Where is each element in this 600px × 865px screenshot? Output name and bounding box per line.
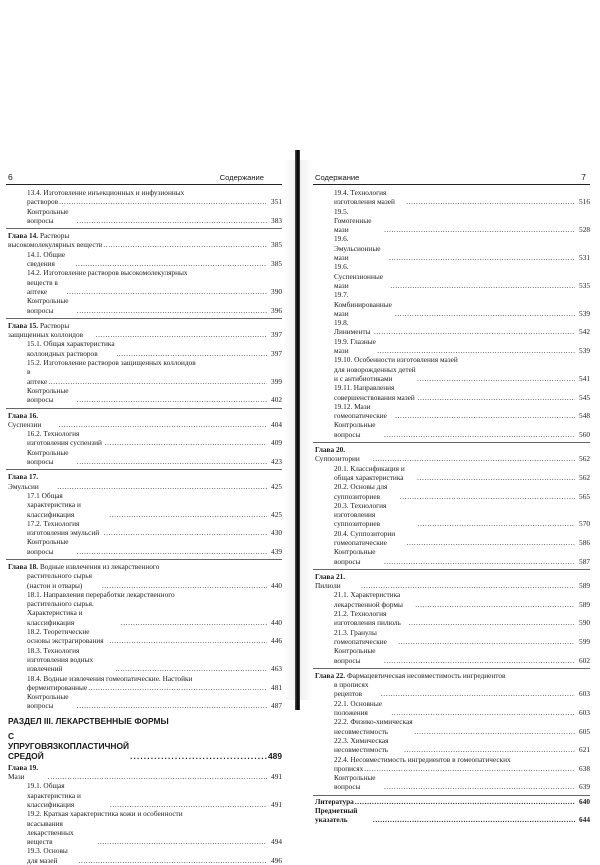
chapter-title: Фармацевтическая несовместимость ингредиентов xyxy=(346,670,506,680)
chapter-label: Глава 17. xyxy=(8,472,39,482)
toc-entry-text: 15.2. Изготовление растворов защищенных коллоидов xyxy=(27,358,196,368)
toc-page-number: 440 xyxy=(271,617,282,627)
toc-entry-cont xyxy=(6,819,282,847)
toc-page-number: 351 xyxy=(271,197,282,207)
toc-entry-cont xyxy=(6,537,282,556)
toc-entry-chapter xyxy=(313,445,590,464)
dot-leader xyxy=(398,637,575,646)
toc-entry-text: 22.4. Несовместимость ингредиентов в гомеопатических xyxy=(334,754,511,764)
toc-entry-text: 19.6. Эмульсионные мази xyxy=(334,234,381,263)
chapter-title: Растворы высокомолекулярных веществ xyxy=(8,231,103,250)
chapter-label: Глава 18. xyxy=(8,561,39,571)
toc-entry-text: 17.1 Общая характеристика и классификация xyxy=(27,490,81,519)
toc-entry-cont xyxy=(313,420,590,439)
toc-page-number: 542 xyxy=(579,327,590,337)
toc-entry-text: 14.2. Изготовление растворов высокомолекулярных xyxy=(27,268,188,278)
toc-entry-text: 15.1. Общая характеристика коллоидных растворов xyxy=(27,339,115,358)
chapter-label: Глава 21. xyxy=(315,571,346,581)
toc-entry-sub xyxy=(313,318,590,337)
toc-entry-cont xyxy=(6,692,282,711)
toc-entry-text: 22.3. Химическая несовместимость xyxy=(334,735,389,755)
chapter-separator xyxy=(313,668,590,669)
toc-page-number: 516 xyxy=(579,197,590,207)
dot-leader xyxy=(409,618,575,627)
toc-entry-sub xyxy=(6,627,282,646)
dot-leader xyxy=(102,581,267,590)
chapter-title: Пилюли xyxy=(315,581,341,591)
toc-entry-text xyxy=(315,572,360,591)
toc-entry-sub xyxy=(6,809,282,818)
toc-entry-text xyxy=(8,763,47,782)
toc-entry-text: 19.8. Линименты xyxy=(334,318,371,337)
left-page-header-title: Содержание xyxy=(219,173,264,182)
left-page xyxy=(6,172,282,865)
chapter-label: Глава 22. xyxy=(315,670,346,680)
toc-page-number: 587 xyxy=(579,556,590,566)
left-toc xyxy=(6,188,282,865)
toc-entry-sub xyxy=(6,250,282,269)
toc-entry-text: веществ в аптеке xyxy=(27,277,58,296)
toc-entry-chapter xyxy=(313,671,590,680)
toc-page-number: 531 xyxy=(579,253,590,263)
dot-leader xyxy=(78,856,267,865)
toc-entry-chapter xyxy=(6,562,282,571)
toc-entry-text: 19.6. Суспензионные мази xyxy=(334,262,384,290)
toc-page-number: 440 xyxy=(271,580,282,590)
toc-entry-text: 14.1. Общие сведения xyxy=(27,249,66,269)
toc-entry-chapter xyxy=(313,572,590,591)
chapter-separator xyxy=(313,569,590,570)
toc-entry-text: 21.2. Технология изготовления пилюль xyxy=(334,609,401,628)
dot-leader xyxy=(59,420,267,429)
dot-leader xyxy=(406,197,575,206)
toc-page-number: 603 xyxy=(579,708,590,718)
toc-page-number: 463 xyxy=(271,664,282,674)
toc-entry-text: 18.3. Технология изготовления водных извлечений xyxy=(27,645,94,674)
dot-leader xyxy=(67,287,267,296)
right-toc xyxy=(313,188,590,825)
toc-page-number: 640 xyxy=(579,796,590,806)
toc-entry-cont xyxy=(6,683,282,692)
toc-entry-text: растительного сырья. Характеристика и классификация xyxy=(27,599,94,627)
dot-leader xyxy=(77,457,267,466)
toc-entry-sub xyxy=(6,358,282,367)
toc-entry-sub xyxy=(313,290,590,318)
chapter-title: Эмульсии xyxy=(8,481,39,491)
toc-entry-text: 17.2. Технология изготовления эмульсий xyxy=(27,518,100,538)
toc-page-number: 390 xyxy=(271,286,282,296)
toc-entry-sub xyxy=(313,355,590,364)
toc-entry-sub xyxy=(313,207,590,235)
chapter-separator xyxy=(313,442,590,443)
toc-entry-text: 20.3. Технология изготовления суппозиториев xyxy=(334,500,387,529)
dot-leader xyxy=(59,197,267,206)
toc-entry-sub xyxy=(6,846,282,865)
dot-leader xyxy=(57,482,267,491)
toc-entry-text xyxy=(8,321,95,340)
dot-leader xyxy=(96,330,267,339)
toc-entry-text: 22.1. Основные положения xyxy=(334,698,382,718)
toc-page-number: 639 xyxy=(579,782,590,792)
toc-entry-sub xyxy=(313,234,590,262)
chapter-title: Растворы защищенных коллоидов xyxy=(8,320,84,340)
toc-page-number: 494 xyxy=(271,837,282,847)
toc-entry-sub xyxy=(313,501,590,529)
toc-page-number: 496 xyxy=(271,855,282,865)
toc-entry-chapter xyxy=(6,231,282,250)
chapter-separator xyxy=(6,318,282,319)
toc-entry-sub xyxy=(6,674,282,683)
toc-page-number: 487 xyxy=(271,701,282,711)
toc-entry-cont xyxy=(313,365,590,384)
toc-entry-text: 19.9. Глазные мази xyxy=(334,336,376,356)
toc-entry-sub xyxy=(313,628,590,647)
toc-page-number: 383 xyxy=(271,215,282,225)
chapter-separator xyxy=(6,408,282,409)
toc-entry-biblio xyxy=(313,797,590,806)
toc-page-number: 425 xyxy=(271,481,282,491)
toc-page-number: 489 xyxy=(268,750,282,761)
toc-page-number: 560 xyxy=(579,429,590,439)
toc-entry-sub xyxy=(313,262,590,290)
toc-page-number: 565 xyxy=(579,491,590,501)
toc-page-number: 423 xyxy=(271,457,282,467)
toc-entry-sub xyxy=(6,646,282,674)
dot-leader xyxy=(103,240,267,249)
toc-entry-text: 19.10. Особенности изготовления мазей xyxy=(334,355,458,365)
toc-page-number: 545 xyxy=(579,392,590,402)
toc-entry-text: Литература xyxy=(315,796,354,806)
toc-entry-text xyxy=(8,411,58,430)
toc-entry-text xyxy=(8,231,102,250)
dot-leader xyxy=(373,815,575,824)
dot-leader xyxy=(110,800,267,809)
chapter-separator xyxy=(6,559,282,560)
chapter-label: Глава 19. xyxy=(8,762,39,772)
toc-entry-text: 19.1. Общая характеристика и классификация xyxy=(27,781,81,809)
dot-leader xyxy=(48,772,267,781)
toc-entry-text: Контрольные вопросы xyxy=(27,296,69,315)
chapter-title: Водные извлечения из лекарственного xyxy=(39,561,160,571)
chapter-separator xyxy=(6,228,282,229)
toc-entry-text xyxy=(8,472,56,491)
dot-leader xyxy=(109,636,267,645)
toc-entry-text: 20.4. Суппозитории гомеопатические xyxy=(334,528,396,547)
toc-entry-sub xyxy=(313,188,590,207)
chapter-label: Глава 20. xyxy=(315,445,346,455)
dot-leader xyxy=(77,701,267,710)
dot-leader xyxy=(418,519,575,528)
toc-entry-chapter xyxy=(6,321,282,340)
toc-entry-text: Контрольные вопросы xyxy=(27,447,69,467)
dot-leader xyxy=(381,689,575,698)
toc-page-number: 404 xyxy=(271,419,282,429)
toc-page-number: 562 xyxy=(579,472,590,482)
toc-entry-text: Контрольные вопросы xyxy=(27,385,69,405)
toc-entry-text: ферментированные xyxy=(27,682,88,692)
toc-entry-cont xyxy=(6,296,282,315)
left-page-header xyxy=(6,172,282,185)
toc-entry-sub xyxy=(6,491,282,519)
chapter-label: Глава 14. xyxy=(8,231,39,241)
toc-entry-sub xyxy=(313,383,590,402)
toc-page-number: 541 xyxy=(579,373,590,383)
toc-entry-cont xyxy=(313,680,590,699)
toc-page-number: 439 xyxy=(271,546,282,556)
toc-page-number: 528 xyxy=(579,225,590,235)
dot-leader xyxy=(400,492,575,501)
chapter-title: Суспензии xyxy=(8,419,42,429)
chapter-title: Суппозитории xyxy=(315,454,360,464)
toc-entry-sub xyxy=(6,519,282,538)
dot-leader xyxy=(414,727,575,736)
toc-entry-text: 19.4. Технология изготовления мазей xyxy=(334,188,395,207)
toc-entry-text: Контрольные вопросы xyxy=(27,692,69,711)
toc-entry-cont xyxy=(6,448,282,467)
toc-entry-sub xyxy=(313,464,590,483)
toc-entry-text: Контрольные вопросы xyxy=(27,537,69,556)
toc-page-number: 409 xyxy=(271,438,282,448)
toc-page-number: 446 xyxy=(271,636,282,646)
toc-page-number: 589 xyxy=(579,581,590,591)
toc-entry-text: прописях xyxy=(334,763,364,773)
toc-entry-cont xyxy=(313,646,590,665)
dot-leader xyxy=(364,764,575,773)
toc-entry-sub xyxy=(313,717,590,736)
dot-leader xyxy=(115,664,267,673)
dot-leader xyxy=(407,538,575,547)
toc-entry-text: 18.1. Направления переработки лекарственного xyxy=(27,589,175,599)
toc-entry-cont xyxy=(6,367,282,386)
dot-leader xyxy=(76,259,267,268)
toc-entry-sub xyxy=(313,755,590,764)
toc-entry-cont xyxy=(6,599,282,627)
toc-entry-sub xyxy=(6,339,282,358)
toc-entry-text: 19.3. Основы для мазей xyxy=(27,846,68,865)
toc-page-number: 605 xyxy=(579,726,590,736)
toc-page-number: 548 xyxy=(579,411,590,421)
toc-page-number: 491 xyxy=(271,772,282,782)
dot-leader xyxy=(374,327,575,336)
dot-leader xyxy=(77,395,267,404)
toc-page-number: 644 xyxy=(579,815,590,825)
toc-entry-sub xyxy=(313,337,590,356)
toc-page-number: 481 xyxy=(271,682,282,692)
toc-entry-text: 21.1. Характеристика лекарственной формы xyxy=(334,590,403,609)
toc-entry-text: Контрольные вопросы xyxy=(334,420,376,439)
toc-entry-sub xyxy=(6,188,282,197)
toc-entry-sub xyxy=(313,699,590,718)
toc-page-number: 397 xyxy=(271,348,282,358)
toc-entry-chapter xyxy=(6,472,282,491)
toc-page-number: 539 xyxy=(579,308,590,318)
toc-entry-text: 19.7. Комбинированные мази xyxy=(334,290,392,318)
toc-entry-text: 20.2. Основы для суппозиториев xyxy=(334,482,388,501)
toc-entry-sub xyxy=(6,590,282,599)
dot-leader xyxy=(384,430,575,439)
toc-entry-text: в аптеке xyxy=(27,367,48,386)
toc-entry-sub xyxy=(313,402,590,421)
toc-entry-text: Контрольные вопросы xyxy=(334,773,376,792)
dot-leader xyxy=(417,374,575,383)
dot-leader xyxy=(389,253,575,262)
toc-entry-text: в прописях рецептов xyxy=(334,680,369,699)
dot-leader xyxy=(355,797,575,806)
toc-page-number: 385 xyxy=(271,240,282,250)
toc-page-number: 539 xyxy=(579,346,590,356)
toc-entry-text: 21.3. Гранулы гомеопатические xyxy=(334,627,387,646)
toc-entry-text xyxy=(315,445,372,464)
toc-entry-cont xyxy=(6,571,282,590)
right-page-header xyxy=(313,172,590,185)
dot-leader xyxy=(105,438,267,447)
toc-entry-chapter xyxy=(6,411,282,430)
dot-leader xyxy=(384,557,575,566)
toc-entry-text: 18.4. Водные извлечения гомеопатические. Настойки xyxy=(27,673,193,683)
book-spine xyxy=(295,150,300,710)
dot-leader xyxy=(391,708,575,717)
toc-page-number: 602 xyxy=(579,655,590,665)
dot-leader xyxy=(88,683,267,692)
toc-entry-text: 22.2. Физико-химическая несовместимость xyxy=(334,717,413,736)
toc-page-number: 399 xyxy=(271,376,282,386)
toc-entry-sub xyxy=(313,482,590,501)
toc-page-number: 397 xyxy=(271,330,282,340)
toc-entry-text: 19.12. Мази гомеопатические xyxy=(334,401,387,421)
dot-leader xyxy=(361,581,575,590)
dot-leader xyxy=(77,306,267,315)
toc-entry-text: для новорожденных детей и с антибиотиками xyxy=(334,364,416,383)
toc-entry-sub xyxy=(313,609,590,628)
toc-page-number: 402 xyxy=(271,395,282,405)
toc-entry-text: растворов xyxy=(27,197,59,207)
toc-entry-text xyxy=(8,562,159,571)
dot-leader xyxy=(116,349,267,358)
toc-entry-biblio xyxy=(313,806,590,825)
toc-page-number: 589 xyxy=(579,599,590,609)
toc-entry-sub xyxy=(6,781,282,809)
toc-entry-text: Контрольные вопросы xyxy=(334,646,376,665)
toc-entry-text: 18.2. Теоретические основы экстрагирования xyxy=(27,627,104,646)
toc-entry-text: Предметный указатель xyxy=(315,806,358,825)
dot-leader xyxy=(109,510,267,519)
dot-leader xyxy=(384,782,575,791)
toc-entry-cont xyxy=(313,773,590,792)
dot-leader xyxy=(384,225,575,234)
dot-leader xyxy=(417,473,575,482)
toc-page-number: 638 xyxy=(579,763,590,773)
toc-entry-chapter xyxy=(6,763,282,782)
toc-entry-text: 19.5. Гомогенные мази xyxy=(334,206,372,235)
toc-page-number: 396 xyxy=(271,305,282,315)
chapter-separator xyxy=(313,795,590,796)
toc-entry-cont xyxy=(6,207,282,226)
chapter-title: Мази xyxy=(8,772,25,782)
chapter-label: Глава 15. xyxy=(8,320,39,330)
toc-page-number: 570 xyxy=(579,519,590,529)
toc-entry-text: Контрольные вопросы xyxy=(27,206,69,225)
chapter-label: Глава 16. xyxy=(8,410,39,420)
toc-entry-text: 19.11. Направления совершенствования мазей xyxy=(334,383,415,402)
toc-entry-text: растительного сырья (настои и отвары) xyxy=(27,571,92,590)
dot-leader xyxy=(77,547,267,556)
toc-entry-part xyxy=(6,731,282,761)
toc-page-number: 562 xyxy=(579,454,590,464)
toc-entry-sub xyxy=(313,736,590,755)
dot-leader xyxy=(373,454,575,463)
dot-leader xyxy=(395,411,575,420)
toc-page-number: 621 xyxy=(579,745,590,755)
toc-page-number: 385 xyxy=(271,259,282,269)
toc-entry-sub xyxy=(6,429,282,448)
toc-page-number: 603 xyxy=(579,689,590,699)
toc-entry-cont xyxy=(6,386,282,405)
chapter-separator xyxy=(6,469,282,470)
toc-entry-text: РАЗДЕЛ III. ЛЕКАРСТВЕННЫЕ ФОРМЫ xyxy=(8,715,169,726)
dot-leader xyxy=(395,309,575,318)
dot-leader xyxy=(390,281,575,290)
dot-leader xyxy=(97,837,267,846)
right-page xyxy=(313,172,590,825)
toc-entry-sub xyxy=(313,529,590,548)
right-page-header-title: Содержание xyxy=(315,173,360,182)
toc-page-number: 535 xyxy=(579,280,590,290)
toc-entry-text: Контрольные вопросы xyxy=(334,547,376,566)
toc-entry-text xyxy=(315,671,505,680)
dot-leader xyxy=(121,618,267,627)
toc-entry-cont xyxy=(313,547,590,566)
toc-page-number: 491 xyxy=(271,799,282,809)
toc-entry-text: 19.2. Краткая характеристика кожи и особенности xyxy=(27,809,183,819)
dot-leader xyxy=(384,656,575,665)
toc-entry-text: С УПРУГОВЯЗКОПЛАСТИЧНОЙ СРЕДОЙ xyxy=(8,730,129,761)
dot-leader xyxy=(418,393,575,402)
dot-leader xyxy=(130,751,267,761)
toc-entry-sub xyxy=(313,590,590,609)
toc-entry-text: 20.1. Классификация и общая характеристика xyxy=(334,463,405,482)
right-page-number: 7 xyxy=(581,172,586,182)
left-page-number: 6 xyxy=(8,172,13,182)
toc-entry-text: 13.4. Изготовление инъекционных и инфузионных xyxy=(27,188,185,197)
toc-page-number: 599 xyxy=(579,636,590,646)
toc-entry-text: всасывания лекарственных веществ xyxy=(27,818,74,847)
toc-entry-cont xyxy=(313,764,590,773)
dot-leader xyxy=(77,216,267,225)
toc-page-number: 586 xyxy=(579,537,590,547)
dot-leader xyxy=(377,346,575,355)
dot-leader xyxy=(415,600,575,609)
dot-leader xyxy=(48,377,267,386)
toc-entry-cont xyxy=(6,278,282,297)
toc-entry-part xyxy=(6,716,282,726)
dot-leader xyxy=(104,528,267,537)
toc-entry-text: 16.2. Технология изготовления суспензий xyxy=(27,429,102,448)
toc-page-number: 430 xyxy=(271,528,282,538)
toc-page-number: 590 xyxy=(579,618,590,628)
toc-page-number: 425 xyxy=(271,509,282,519)
toc-entry-sub xyxy=(6,268,282,277)
toc-entry-cont xyxy=(6,197,282,206)
